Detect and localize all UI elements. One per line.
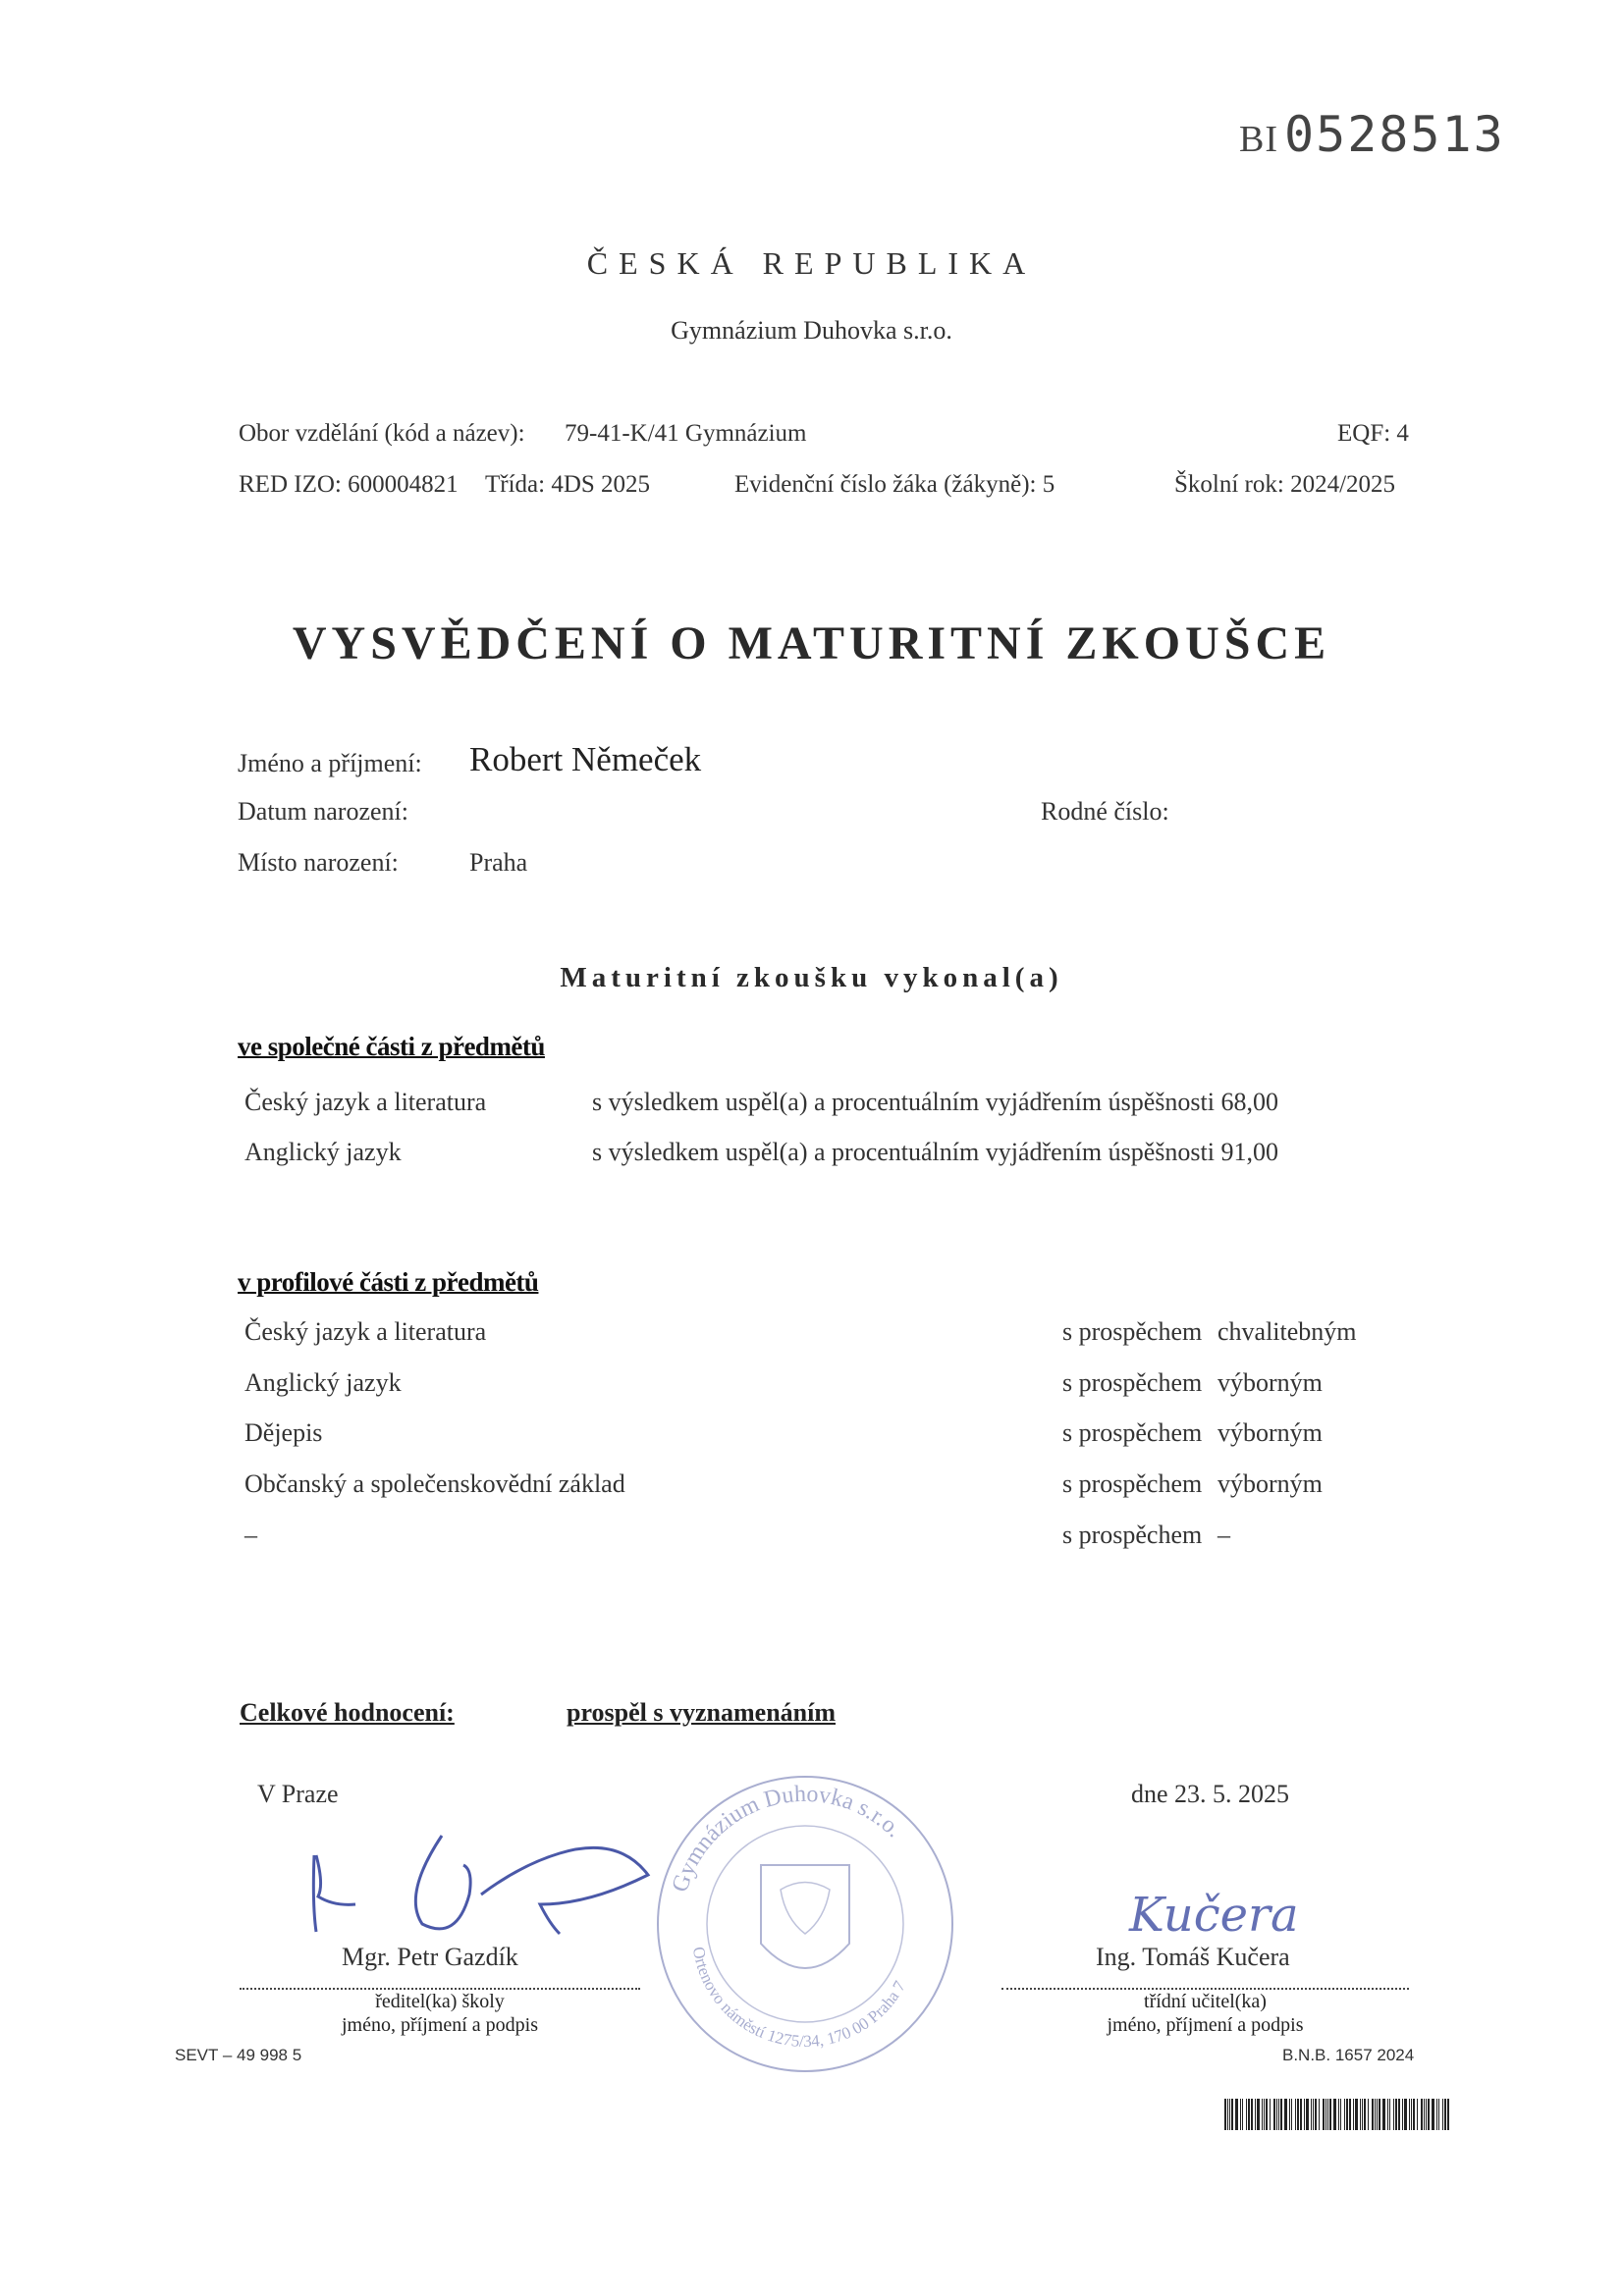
barcode-bar xyxy=(1353,2099,1354,2130)
profile-grade: výborným xyxy=(1217,1469,1323,1498)
issue-date: dne 23. 5. 2025 xyxy=(1131,1780,1290,1808)
overall-label: Celkové hodnocení: xyxy=(240,1698,455,1727)
class-info: Třída: 4DS 2025 xyxy=(485,471,651,498)
barcode-bar xyxy=(1264,2099,1265,2130)
teacher-signature-text: Kučera xyxy=(1129,1888,1299,1943)
profile-part-heading: v profilové části z předmětů xyxy=(238,1267,539,1297)
barcode-bar xyxy=(1319,2099,1320,2130)
barcode-bar xyxy=(1421,2099,1423,2130)
barcode-bar xyxy=(1313,2099,1314,2130)
profile-grade-prefix: s prospěchem xyxy=(1062,1317,1203,1346)
country-heading: ČESKÁ REPUBLIKA xyxy=(586,245,1037,281)
barcode-bar xyxy=(1278,2099,1279,2130)
barcode-bar xyxy=(1344,2099,1345,2130)
overall-value: prospěl s vyznamenáním xyxy=(567,1698,836,1727)
birth-number-label: Rodné číslo: xyxy=(1041,797,1169,826)
document-title: VYSVĚDČENÍ O MATURITNÍ ZKOUŠCE xyxy=(292,617,1331,669)
common-part-heading: ve společné části z předmětů xyxy=(238,1032,545,1061)
barcode-bar xyxy=(1240,2099,1241,2130)
barcode-bar xyxy=(1428,2099,1430,2130)
barcode-bar xyxy=(1329,2099,1331,2130)
barcode-bar xyxy=(1413,2099,1415,2130)
profile-grade: výborným xyxy=(1217,1418,1323,1447)
barcode-bar xyxy=(1447,2099,1449,2130)
profile-grade: výborným xyxy=(1217,1368,1323,1397)
form-code: SEVT – 49 998 5 xyxy=(175,2046,302,2064)
barcode-bar xyxy=(1323,2099,1325,2130)
barcode-bar xyxy=(1306,2099,1309,2130)
barcode-bar xyxy=(1229,2099,1230,2130)
barcode-bar xyxy=(1355,2099,1358,2130)
barcode-bar xyxy=(1436,2099,1437,2130)
common-result: s výsledkem uspěl(a) a procentuálním vyjádřením úspěšnosti 91,00 xyxy=(592,1138,1278,1166)
barcode-bar xyxy=(1315,2099,1317,2130)
barcode xyxy=(1224,2099,1452,2130)
profile-subject: – xyxy=(244,1521,257,1549)
profile-grade-prefix: s prospěchem xyxy=(1062,1368,1203,1397)
profile-grade-prefix: s prospěchem xyxy=(1062,1418,1203,1447)
teacher-name: Ing. Tomáš Kučera xyxy=(1096,1943,1290,1971)
dob-label: Datum narození: xyxy=(238,797,408,826)
svg-text:Gymnázium Duhovka s.r.o. xyxy=(668,1782,907,1896)
teacher-signature-line xyxy=(1001,1988,1409,1990)
barcode-bar xyxy=(1404,2099,1407,2130)
school-name: Gymnázium Duhovka s.r.o. xyxy=(671,316,952,345)
barcode-bar xyxy=(1411,2099,1412,2130)
stamp-outer-text: Gymnázium Duhovka s.r.o. xyxy=(667,1781,907,1896)
barcode-bar xyxy=(1382,2099,1385,2130)
barcode-bar xyxy=(1346,2099,1348,2130)
barcode-bar xyxy=(1311,2099,1312,2130)
barcode-bar xyxy=(1242,2099,1243,2130)
barcode-bar xyxy=(1295,2099,1296,2130)
barcode-bar xyxy=(1224,2099,1226,2130)
barcode-bar xyxy=(1424,2099,1425,2130)
principal-role: ředitel(ka) školy xyxy=(375,1991,505,2012)
barcode-bar xyxy=(1340,2099,1341,2130)
barcode-bar xyxy=(1276,2099,1277,2130)
barcode-bar xyxy=(1417,2099,1418,2130)
barcode-bar xyxy=(1389,2099,1390,2130)
profile-subject: Dějepis xyxy=(244,1418,323,1447)
stamp-address: Ortenovo náměstí 1275/34, 170 00 Praha 7 xyxy=(688,1945,910,2052)
school-year: Školní rok: 2024/2025 xyxy=(1174,471,1396,498)
barcode-bar xyxy=(1387,2099,1388,2130)
barcode-bar xyxy=(1368,2099,1369,2130)
barcode-bar xyxy=(1432,2099,1434,2130)
barcode-bar xyxy=(1304,2099,1305,2130)
profile-subject: Český jazyk a literatura xyxy=(244,1317,487,1346)
profile-subject: Občanský a společenskovědní základ xyxy=(244,1469,625,1498)
barcode-bar xyxy=(1231,2099,1233,2130)
barcode-bar xyxy=(1402,2099,1403,2130)
barcode-bar xyxy=(1289,2099,1290,2130)
profile-grade-prefix: s prospěchem xyxy=(1062,1469,1203,1498)
common-subject: Český jazyk a literatura xyxy=(244,1088,487,1116)
barcode-bar xyxy=(1393,2099,1394,2130)
barcode-bar xyxy=(1375,2099,1376,2130)
barcode-bar xyxy=(1262,2099,1263,2130)
barcode-bar xyxy=(1362,2099,1363,2130)
pob-value: Praha xyxy=(469,848,528,877)
barcode-bar xyxy=(1379,2099,1380,2130)
barcode-bar xyxy=(1284,2099,1287,2130)
barcode-bar xyxy=(1257,2099,1260,2130)
pob-label: Místo narození: xyxy=(238,848,399,877)
serial-prefix: BI xyxy=(1239,119,1278,160)
teacher-note: jméno, příjmení a podpis xyxy=(1107,2014,1304,2036)
barcode-bar xyxy=(1273,2099,1275,2130)
barcode-bar xyxy=(1333,2099,1336,2130)
barcode-bar xyxy=(1377,2099,1378,2130)
barcode-bar xyxy=(1255,2099,1256,2130)
print-code: B.N.B. 1657 2024 xyxy=(1282,2046,1415,2064)
barcode-bar xyxy=(1364,2099,1366,2130)
profile-grade: chvalitebným xyxy=(1217,1317,1357,1346)
barcode-bar xyxy=(1297,2099,1299,2130)
principal-note: jméno, příjmení a podpis xyxy=(342,2014,538,2036)
barcode-bar xyxy=(1270,2099,1271,2130)
barcode-bar xyxy=(1246,2099,1247,2130)
barcode-bar xyxy=(1398,2099,1400,2130)
field-value: 79-41-K/41 Gymnázium xyxy=(565,420,807,447)
eqf-level: EQF: 4 xyxy=(1337,420,1409,447)
barcode-bar xyxy=(1325,2099,1326,2130)
barcode-bar xyxy=(1235,2099,1238,2130)
student-number: Evidenční číslo žáka (žákyně): 5 xyxy=(734,471,1055,498)
barcode-bar xyxy=(1300,2099,1302,2130)
barcode-bar xyxy=(1395,2099,1397,2130)
barcode-bar xyxy=(1442,2099,1443,2130)
student-name: Robert Němeček xyxy=(469,740,702,778)
name-label: Jméno a příjmení: xyxy=(238,749,422,777)
principal-name: Mgr. Petr Gazdík xyxy=(342,1943,518,1971)
profile-grade: – xyxy=(1217,1521,1230,1549)
common-result: s výsledkem uspěl(a) a procentuálním vyjádřením úspěšnosti 68,00 xyxy=(592,1088,1278,1116)
place: V Praze xyxy=(257,1780,339,1808)
barcode-bar xyxy=(1372,2099,1374,2130)
principal-signature-line xyxy=(240,1988,640,1990)
barcode-bar xyxy=(1338,2099,1339,2130)
barcode-bar xyxy=(1438,2099,1439,2130)
serial-number xyxy=(1239,106,1505,163)
serial-value: 0528513 xyxy=(1284,106,1505,163)
field-label: Obor vzdělání (kód a název): xyxy=(239,420,525,447)
exam-heading: Maturitní zkoušku vykonal(a) xyxy=(560,962,1063,993)
barcode-bar xyxy=(1444,2099,1446,2130)
barcode-bar xyxy=(1409,2099,1410,2130)
profile-subject: Anglický jazyk xyxy=(244,1368,402,1397)
barcode-bar xyxy=(1227,2099,1228,2130)
profile-grade-prefix: s prospěchem xyxy=(1062,1521,1203,1549)
common-subject: Anglický jazyk xyxy=(244,1138,402,1166)
barcode-bar xyxy=(1266,2099,1268,2130)
barcode-bar xyxy=(1360,2099,1361,2130)
barcode-bar xyxy=(1426,2099,1427,2130)
barcode-bar xyxy=(1248,2099,1250,2130)
redizo: RED IZO: 600004821 xyxy=(239,471,459,498)
barcode-bar xyxy=(1327,2099,1328,2130)
svg-text:Ortenovo náměstí 1275/34, 170 xyxy=(689,1946,910,2051)
barcode-bar xyxy=(1291,2099,1292,2130)
teacher-role: třídní učitel(ka) xyxy=(1144,1991,1267,2012)
barcode-bar xyxy=(1280,2099,1282,2130)
barcode-bar xyxy=(1349,2099,1351,2130)
barcode-bar xyxy=(1251,2099,1253,2130)
official-stamp xyxy=(643,1762,967,2086)
